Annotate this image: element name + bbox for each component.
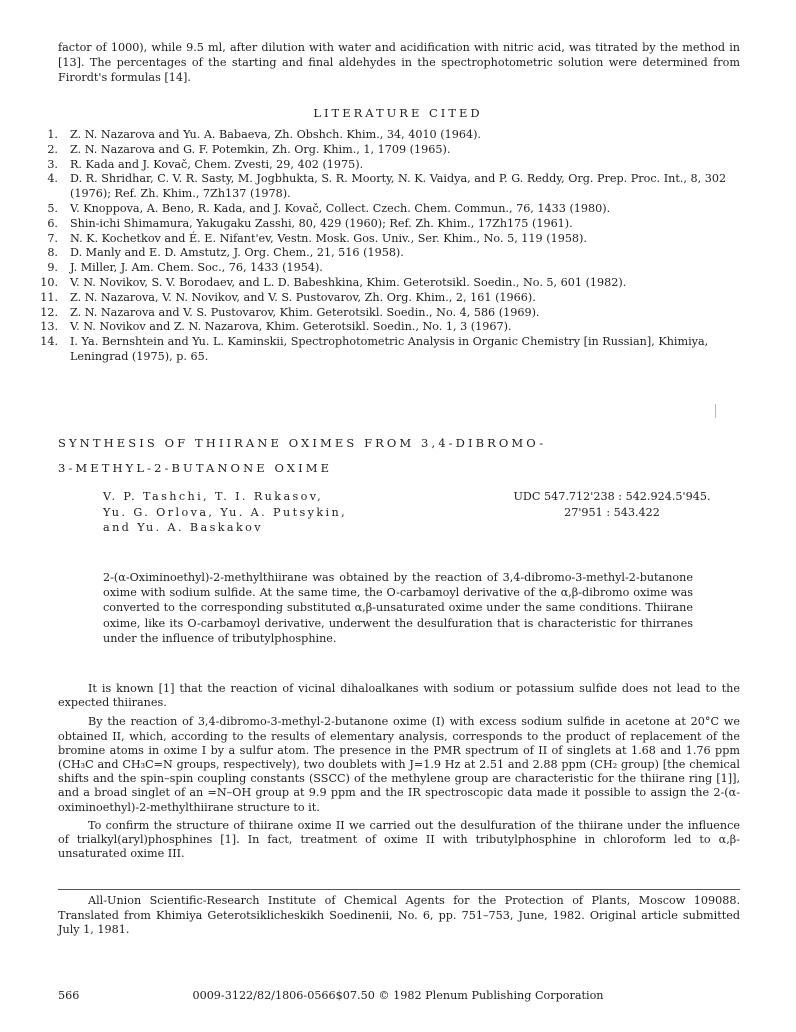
reference-number: 7. bbox=[47, 231, 58, 245]
footnote-divider bbox=[58, 889, 740, 890]
reference-item bbox=[36, 128, 740, 143]
udc-line-2: 27'951 : 543.422 bbox=[564, 505, 660, 519]
affiliation-footnote bbox=[58, 894, 740, 938]
authors-line-3: and Yu. A. Baskakov bbox=[103, 521, 264, 534]
body-paragraph-2: By the reaction of 3,4-dibromo-3-methyl-2-butanone oxime (I) with excess sodium sulfide in acetone at 20°C we obtained II, which, according to the results of elementary analysis, corresponds to the product of replacement of the bromine atoms in oxime I by a sulfur atom. The presence in the PMR spectrum of II of singlets at 1.68 and 1.76 ppm (CH₃C and CH₃C=N groups, respectively), two doublets with J=1.9 Hz at 2.51 and 2.88 ppm (CH₂ group) [the chemical shifts and the spin–spin coupling constants (SSCC) of the methylene group are characteristic for the thiirane ring [1]], and a broad singlet of an =N–OH group at 9.9 ppm and the IR spectroscopic data made it possible to assign the 2-(α-oximinoethyl)-2-methylthiirane structure to it. bbox=[58, 715, 740, 814]
reference-number: 9. bbox=[47, 261, 58, 275]
reference-item bbox=[36, 232, 740, 247]
reference-item bbox=[36, 276, 740, 291]
udc-line-1: UDC 547.712'238 : 542.924.5'945. bbox=[513, 490, 711, 503]
reference-number: 2. bbox=[47, 142, 58, 156]
reference-number: 13. bbox=[40, 320, 58, 334]
reference-text: V. N. Novikov, S. V. Borodaev, and L. D. Babeshkina, Khim. Geterotsikl. Soedin., No. 5, 601 (1982). bbox=[70, 275, 627, 289]
body-paragraph-1: It is known [1] that the reaction of vicinal dihaloalkanes with sodium or potassium sulfide does not lead to the expected thiiranes. bbox=[58, 682, 740, 710]
reference-item bbox=[36, 202, 740, 217]
reference-text: J. Miller, J. Am. Chem. Soc., 76, 1433 (1954). bbox=[70, 261, 323, 275]
authors-line-2: Yu. G. Orlova, Yu. A. Putsykin, bbox=[103, 505, 348, 519]
reference-item bbox=[36, 217, 740, 232]
scan-artifact-mark bbox=[715, 404, 716, 418]
reference-number: 3. bbox=[47, 157, 58, 171]
reference-text: V. Knoppova, A. Beno, R. Kada, and J. Kovač, Collect. Czech. Chem. Commun., 76, 1433 (1980). bbox=[70, 201, 611, 215]
reference-text: Z. N. Nazarova and Yu. A. Babaeva, Zh. Obshch. Khim., 34, 4010 (1964). bbox=[70, 128, 481, 141]
reference-text: V. N. Novikov and Z. N. Nazarova, Khim. Geterotsikl. Soedin., No. 1, 3 (1967). bbox=[70, 320, 512, 334]
reference-text: I. Ya. Bernshtein and Yu. L. Kaminskii, Spectrophotometric Analysis in Organic Chemistry [in Russian], Khimiya, Leningrad (1975), p. 65. bbox=[70, 335, 709, 363]
reference-text: Z. N. Nazarova, V. N. Novikov, and V. S. Pustovarov, Zh. Org. Khim., 2, 161 (1966). bbox=[70, 290, 536, 304]
article-title-line-2: 3-METHYL-2-BUTANONE OXIME bbox=[58, 461, 333, 475]
page-number: 566 bbox=[58, 989, 80, 1002]
article-title bbox=[58, 431, 698, 481]
reference-text: N. K. Kochetkov and É. E. Nifant'ev, Vestn. Mosk. Gos. Univ., Ser. Khim., No. 5, 119 (1958). bbox=[70, 231, 587, 245]
reference-text: R. Kada and J. Kovač, Chem. Zvesti, 29, 402 (1975). bbox=[70, 157, 364, 171]
reference-number: 10. bbox=[40, 275, 58, 289]
reference-text: Z. N. Nazarova and V. S. Pustovarov, Khim. Geterotsikl. Soedin., No. 4, 586 (1969). bbox=[70, 305, 540, 319]
article-title-line-1: SYNTHESIS OF THIIRANE OXIMES FROM 3,4-DIBROMO- bbox=[58, 436, 547, 450]
author-list bbox=[103, 489, 423, 536]
literature-cited-heading: LITERATURE CITED bbox=[313, 106, 483, 120]
reference-number: 14. bbox=[40, 335, 58, 349]
body-paragraph-3: To confirm the structure of thiirane oxime II we carried out the desulfuration of the thiirane under the influence of trialkyl(aryl)phosphines [1]. In fact, treatment of oxime II with tributylphosphine in chloroform led to α,β-unsaturated oxime III. bbox=[58, 818, 740, 861]
reference-item bbox=[36, 172, 740, 202]
issn-copyright-line: 0009-3122/82/1806-0566$07.50 © 1982 Plenum Publishing Corporation bbox=[192, 989, 604, 1002]
reference-item bbox=[36, 246, 740, 261]
abstract: 2-(α-Oximinoethyl)-2-methylthiirane was obtained by the reaction of 3,4-dibromo-3-methyl-2-butanone oxime with sodium sulfide. At the same time, the O-carbamoyl derivative of the α,β-dibromo oxime was converted to the corresponding substituted α,β-unsaturated oxime under the same conditions. Thiirane oxime, like its O-carbamoyl derivative, underwent the desulfuration that is characteristic for thirranes under the influence of tributylphosphine. bbox=[103, 571, 693, 645]
intro-paragraph: factor of 1000), while 9.5 ml, after dilution with water and acidification with nitric acid, was titrated by the method in [13]. The percentages of the starting and final aldehydes in the spectrophotometric solution were determined from Firordt's formulas [14]. bbox=[58, 41, 740, 84]
reference-item bbox=[36, 158, 740, 173]
reference-item bbox=[36, 320, 740, 335]
reference-item bbox=[36, 306, 740, 321]
reference-list bbox=[36, 128, 740, 365]
reference-text: Shin-ichi Shimamura, Yakugaku Zasshi, 80, 429 (1960); Ref. Zh. Khim., 17Zh175 (1961). bbox=[70, 216, 573, 230]
reference-number: 8. bbox=[47, 246, 58, 260]
reference-item bbox=[36, 335, 740, 365]
reference-number: 6. bbox=[47, 216, 58, 230]
footnote-text: All-Union Scientific-Research Institute of Chemical Agents for the Protection of Plants, Moscow 109088. Translated from Khimiya Geterotsiklicheskikh Soedinenii, No. 6, pp. 751–753, June, 1982. Original article submitted July 1, 1981. bbox=[58, 894, 740, 936]
reference-number: 4. bbox=[47, 172, 58, 186]
reference-number: 11. bbox=[40, 290, 58, 304]
reference-item bbox=[36, 143, 740, 158]
reference-text: D. Manly and E. D. Amstutz, J. Org. Chem., 21, 516 (1958). bbox=[70, 246, 404, 260]
reference-item bbox=[36, 291, 740, 306]
reference-item bbox=[36, 261, 740, 276]
reference-number: 1. bbox=[47, 128, 58, 141]
authors-line-1: V. P. Tashchi, T. I. Rukasov, bbox=[103, 490, 324, 503]
article-body bbox=[58, 682, 740, 865]
reference-text: Z. N. Nazarova and G. F. Potemkin, Zh. Org. Khim., 1, 1709 (1965). bbox=[70, 142, 451, 156]
reference-number: 12. bbox=[40, 305, 58, 319]
reference-number: 5. bbox=[47, 201, 58, 215]
reference-text: D. R. Shridhar, C. V. R. Sasty, M. Jogbhukta, S. R. Moorty, N. K. Vaidya, and P. G. Reddy, Org. Prep. Proc. Int., 8, 302 (1976); Ref. Zh. Khim., 7Zh137 (1978). bbox=[70, 172, 727, 201]
udc-classification bbox=[500, 489, 724, 520]
